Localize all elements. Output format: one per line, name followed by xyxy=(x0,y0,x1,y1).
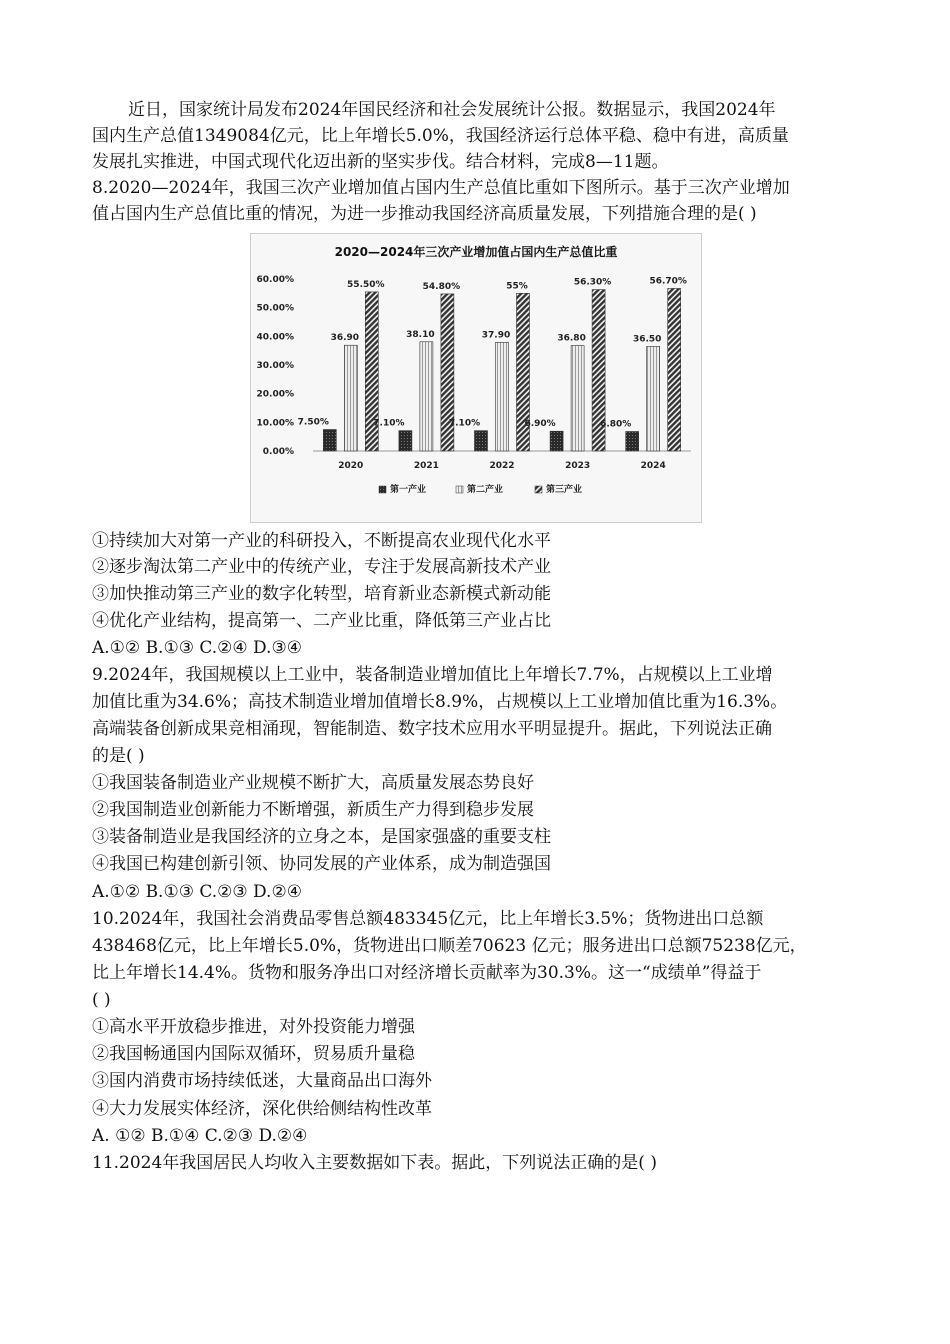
data-label: 7.10% xyxy=(373,418,405,429)
data-label: 56.30% xyxy=(573,277,612,288)
y-tick-label: 20.00% xyxy=(256,389,294,400)
question-10-stem: 10.2024年，我国社会消费品零售总额483345亿元，比上年增长3.5%；货物进出口总额 xyxy=(92,909,764,929)
question-10-options: A. ①② B.①④ C.②③ D.②④ xyxy=(92,1126,308,1146)
question-8-stem: 值占国内生产总值比重的情况，为进一步推动我国经济高质量发展，下列措施合理的是( ) xyxy=(92,204,757,224)
question-8-item: ②逐步淘汰第二产业中的传统产业，专注于发展高新技术产业 xyxy=(92,557,551,577)
question-10-stem: 438468亿元，比上年增长5.0%，货物进出口顺差70623 亿元；服务进出口总额75238亿元， xyxy=(92,936,807,956)
chart-bars xyxy=(298,276,687,451)
chart-legend xyxy=(379,483,582,495)
intro-line: 发展扎实推进，中国式现代化迈出新的坚实步伐。结合材料，完成8—11题。 xyxy=(92,152,669,172)
y-tick-label: 50.00% xyxy=(256,303,294,314)
question-9-item: ③装备制造业是我国经济的立身之本，是国家强盛的重要支柱 xyxy=(92,827,551,847)
question-11-stem: 11.2024年我国居民人均收入主要数据如下表。据此，下列说法正确的是( ) xyxy=(92,1153,657,1173)
question-9-stem: 加值比重为34.6%；高技术制造业增加值增长8.9%，占规模以上工业增加值比重为16.3%。 xyxy=(92,692,788,712)
legend-swatch xyxy=(379,486,386,493)
bar-第一产业 xyxy=(550,431,563,451)
data-label: 55% xyxy=(506,281,528,292)
data-label: 36.50 xyxy=(632,334,662,345)
question-10-stem: 比上年增长14.4%。货物和服务净出口对经济增长贡献率为30.3%。这一“成绩单”得益于 xyxy=(92,963,762,983)
data-label: 56.70% xyxy=(649,276,687,287)
question-9-stem: 高端装备创新成果竞相涌现，智能制造、数字技术应用水平明显提升。据此，下列说法正确 xyxy=(92,719,772,739)
bar-第一产业 xyxy=(323,430,336,452)
question-10-item: ③国内消费市场持续低迷，大量商品出口海外 xyxy=(92,1071,432,1091)
chart-title: 2020—2024年三次产业增加值占国内生产总值比重 xyxy=(334,245,618,259)
x-tick-label: 2021 xyxy=(413,461,439,471)
question-10-stem: ( ) xyxy=(92,990,111,1010)
data-label: 36.80 xyxy=(557,333,586,344)
data-label: 55.50% xyxy=(347,279,385,290)
data-label: 38.10 xyxy=(406,329,435,340)
question-9-stem: 9.2024年，我国规模以上工业中，装备制造业增加值比上年增长7.7%，占规模以上工业增 xyxy=(92,665,773,685)
question-10-item: ②我国畅通国内国际双循环，贸易质升量稳 xyxy=(92,1044,415,1064)
bar-第二产业 xyxy=(496,342,509,451)
legend-swatch xyxy=(535,486,542,493)
bar-第二产业 xyxy=(420,342,433,451)
data-label: 37.90 xyxy=(481,330,511,341)
bar-第三产业 xyxy=(668,288,681,451)
question-8-item: ①持续加大对第一产业的科研投入，不断提高农业现代化水平 xyxy=(92,531,551,551)
question-8-stem: 8.2020—2024年，我国三次产业增加值占国内生产总值比重如下图所示。基于三次产业增加 xyxy=(92,178,790,198)
x-tick-label: 2022 xyxy=(489,461,515,471)
data-label: 6.90% xyxy=(524,419,556,430)
legend-label: 第三产业 xyxy=(546,485,583,495)
y-tick-label: 30.00% xyxy=(256,361,294,371)
y-tick-label: 10.00% xyxy=(256,418,294,429)
y-tick-label: 40.00% xyxy=(256,332,294,343)
bar-第一产业 xyxy=(626,432,639,451)
industry-share-chart xyxy=(250,233,702,523)
question-9-options: A.①② B.①③ C.②③ D.②④ xyxy=(92,882,302,902)
legend-label: 第一产业 xyxy=(390,485,427,495)
y-tick-label: 60.00% xyxy=(256,275,294,285)
data-label: 6.80% xyxy=(600,419,632,430)
bar-第一产业 xyxy=(475,431,488,451)
bar-第二产业 xyxy=(571,346,584,451)
bar-第二产业 xyxy=(647,346,660,451)
question-10-item: ①高水平开放稳步推进，对外投资能力增强 xyxy=(92,1017,415,1037)
data-label: 36.90 xyxy=(330,333,360,344)
question-9-item: ④我国已构建创新引领、协同发展的产业体系，成为制造强国 xyxy=(92,854,551,874)
question-8-options: A.①② B.①③ C.②④ D.③④ xyxy=(92,638,302,658)
chart-canvas xyxy=(251,234,701,522)
intro-line: 国内生产总值1349084亿元，比上年增长5.0%，我国经济运行总体平稳、稳中有进，高质量 xyxy=(92,126,789,146)
intro-line: 近日，国家统计局发布2024年国民经济和社会发展统计公报。数据显示，我国2024年 xyxy=(128,100,776,120)
bar-第二产业 xyxy=(344,345,357,451)
bar-第一产业 xyxy=(399,431,412,451)
x-tick-label: 2020 xyxy=(338,461,364,471)
question-9-item: ①我国装备制造业产业规模不断扩大，高质量发展态势良好 xyxy=(92,773,534,793)
question-9-stem: 的是( ) xyxy=(92,746,145,766)
question-8-item: ④优化产业结构，提高第一、二产业比重，降低第三产业占比 xyxy=(92,611,551,631)
legend-label: 第二产业 xyxy=(467,485,504,495)
data-label: 54.80% xyxy=(422,281,461,292)
question-10-item: ④大力发展实体经济，深化供给侧结构性改革 xyxy=(92,1099,432,1119)
x-tick-label: 2024 xyxy=(640,461,666,471)
legend-swatch xyxy=(456,486,463,493)
y-tick-label: 0.00% xyxy=(262,447,294,457)
data-label: 7.50% xyxy=(297,417,329,428)
x-tick-label: 2023 xyxy=(565,461,591,471)
question-9-item: ②我国制造业创新能力不断增强，新质生产力得到稳步发展 xyxy=(92,800,534,820)
question-8-item: ③加快推动第三产业的数字化转型，培育新业态新模式新动能 xyxy=(92,584,551,604)
data-label: 7.10% xyxy=(448,418,481,429)
